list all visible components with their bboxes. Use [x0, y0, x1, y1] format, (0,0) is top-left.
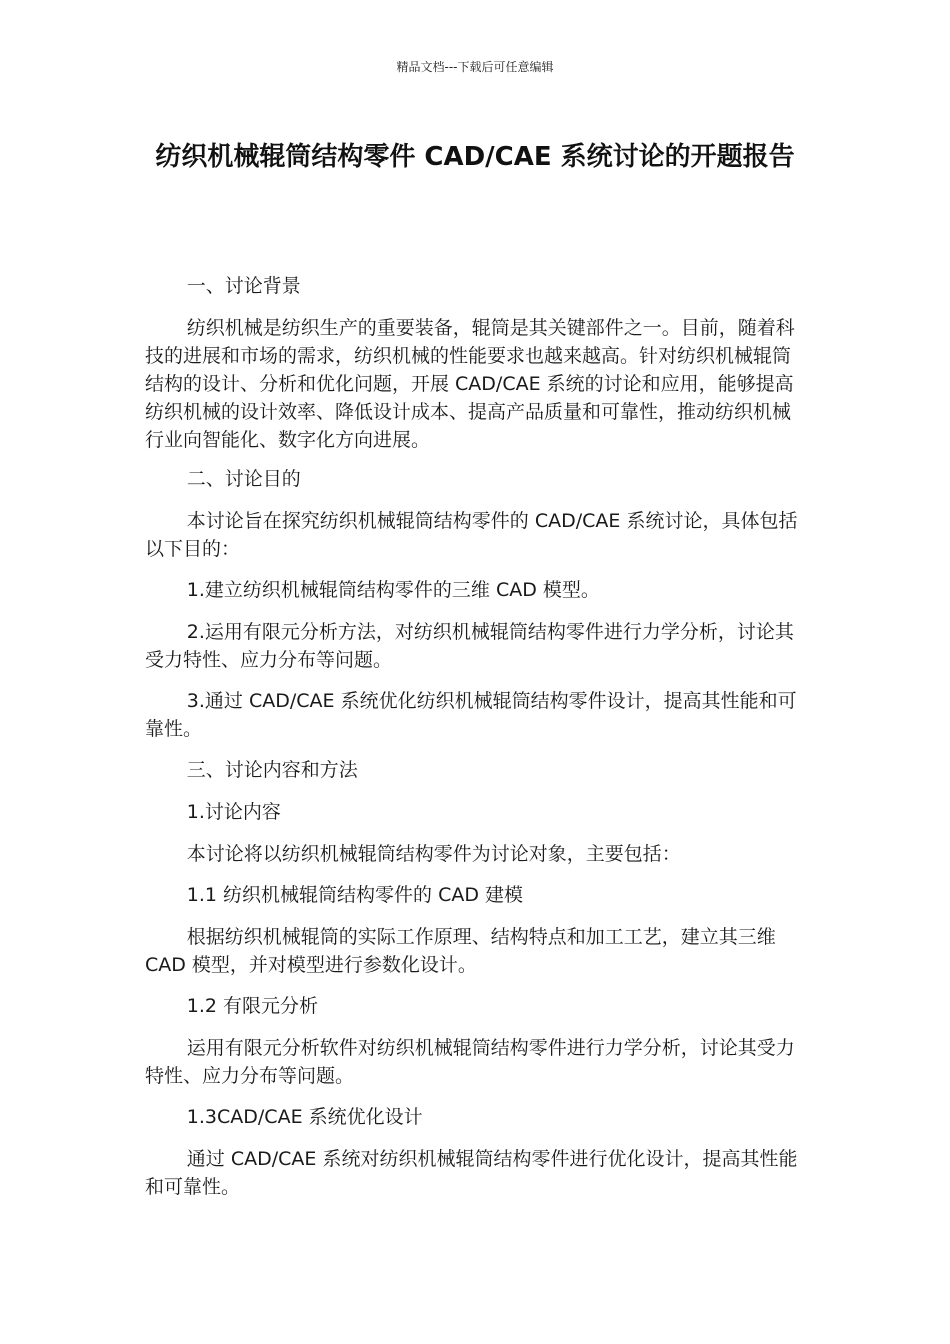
section-heading-background — [145, 272, 805, 300]
list-item-purpose-2 — [145, 618, 805, 674]
section-heading-content-method — [145, 756, 805, 784]
paragraph-cad-modeling — [145, 923, 805, 979]
content-subheading: 1.讨论内容 — [186, 801, 281, 823]
paragraph-optimization — [145, 1145, 805, 1201]
section-heading-purpose — [145, 465, 805, 493]
subheading-1-2 — [145, 992, 805, 1020]
paragraph-purpose-intro — [145, 507, 805, 563]
paragraph-background — [145, 314, 805, 454]
paragraph-content-intro — [145, 840, 805, 868]
fea-heading: 1.2 有限元分析 — [186, 995, 319, 1017]
list-item-purpose-1 — [145, 576, 805, 604]
purpose-item-3: 3.通过 CAD/CAE 系统优化纺织机械辊筒结构零件设计，提高其性能和可靠性。 — [145, 690, 797, 740]
document-title: 纺织机械辊筒结构零件 CAD/CAE 系统讨论的开题报告 — [155, 142, 795, 172]
heading-content-method: 三、讨论内容和方法 — [186, 759, 358, 781]
fea-text: 运用有限元分析软件对纺织机械辊筒结构零件进行力学分析，讨论其受力特性、应力分布等问题。 — [145, 1037, 795, 1087]
paragraph-fea — [145, 1034, 805, 1090]
background-text: 纺织机械是纺织生产的重要装备，辊筒是其关键部件之一。目前，随着科技的进展和市场的需求，纺织机械的性能要求也越来越高。针对纺织机械辊筒结构的设计、分析和优化问题，开展 CAD/CAE 系统的讨论和应用，能够提高纺织机械的设计效率、降低设计成本、提高产品质量和可靠性，推动纺织机械行业向智能化、数字化方向进展。 — [145, 317, 795, 451]
purpose-intro-text: 本讨论旨在探究纺织机械辊筒结构零件的 CAD/CAE 系统讨论，具体包括以下目的： — [145, 510, 798, 560]
optimization-text: 通过 CAD/CAE 系统对纺织机械辊筒结构零件进行优化设计，提高其性能和可靠性。 — [145, 1148, 798, 1198]
list-item-purpose-3 — [145, 687, 805, 743]
page-header-note: 精品文档---下载后可任意编辑 — [396, 60, 554, 74]
purpose-item-2: 2.运用有限元分析方法，对纺织机械辊筒结构零件进行力学分析，讨论其受力特性、应力分布等问题。 — [145, 621, 794, 671]
heading-purpose: 二、讨论目的 — [186, 468, 301, 490]
content-intro-text: 本讨论将以纺织机械辊筒结构零件为讨论对象，主要包括： — [186, 843, 681, 865]
optimization-heading: 1.3CAD/CAE 系统优化设计 — [186, 1106, 423, 1128]
subheading-content — [145, 798, 805, 826]
subheading-1-1 — [145, 881, 805, 909]
cad-modeling-heading: 1.1 纺织机械辊筒结构零件的 CAD 建模 — [186, 884, 524, 906]
subheading-1-3 — [145, 1103, 805, 1131]
heading-background: 一、讨论背景 — [186, 275, 301, 297]
cad-modeling-text: 根据纺织机械辊筒的实际工作原理、结构特点和加工工艺，建立其三维 CAD 模型，并对模型进行参数化设计。 — [145, 926, 776, 976]
purpose-item-1: 1.建立纺织机械辊筒结构零件的三维 CAD 模型。 — [186, 579, 600, 601]
